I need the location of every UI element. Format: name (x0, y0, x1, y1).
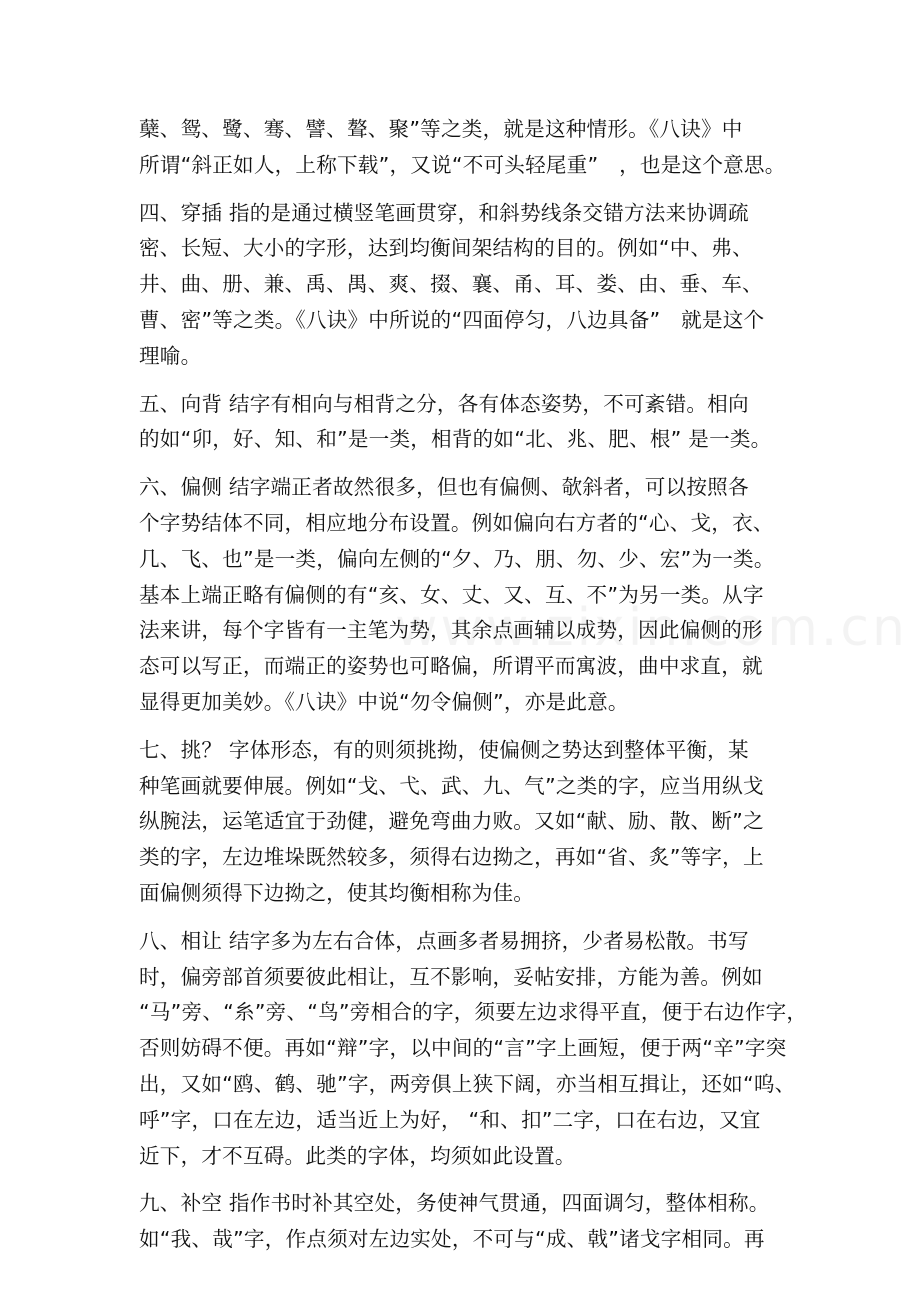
text-line: 纵腕法，运笔适宜于劲健，避免弯曲力败。又如“献、励、散、断”之 (139, 809, 764, 834)
text-line: 九、补空 指作书时补其空处，务使神气贯通，四面调匀，整体相称。 (139, 1191, 770, 1216)
text-line: 面偏侧须得下边拗之，使其均衡相称为佳。 (139, 880, 535, 905)
text-line: 如“我、哉”字，作点须对左边实处，不可与“成、戟”诸戈字相同。再 (139, 1227, 765, 1252)
paragraph (139, 196, 791, 375)
text-line: 八、相让 结字多为左右合体，点画多者易拥挤，少者易松散。书写 (139, 928, 749, 953)
paragraph (139, 470, 791, 721)
text-line: 出，又如“鸥、鹤、驰”字，两旁俱上狭下阔，亦当相互揖让，还如“呜、 (139, 1071, 796, 1096)
text-line: 几、飞、也”是一类，偏向左侧的“夕、乃、朋、勿、少、宏”为一类。 (139, 546, 775, 571)
paragraph (139, 1186, 791, 1258)
text-line: 五、向背 结字有相向与相背之分，各有体态姿势，不可紊错。相向 (139, 391, 749, 416)
text-line: 所谓“斜正如人，上称下载”，又说“不可头轻尾重” ，也是这个意思。 (139, 152, 786, 177)
text-line: 种笔画就要伸展。例如“戈、弋、武、九、气”之类的字，应当用纵戈 (139, 773, 764, 798)
text-line: 四、穿插 指的是通过横竖笔画贯穿，和斜势线条交错方法来协调疏 (139, 200, 749, 225)
text-line: 密、长短、大小的字形，达到均衡间架结构的目的。例如“中、弗、 (139, 236, 753, 261)
text-line: 个字势结体不同，相应地分布设置。例如偏向右方者的“心、戈，衣、 (139, 510, 774, 535)
text-line: 类的字，左边堆垛既然较多，须得右边拗之，再如“省、炙”等字，上 (139, 845, 764, 870)
text-line: 否则妨碍不便。再如“辩”字，以中间的“言”字上画短，便于两“辛”字突 (139, 1036, 787, 1061)
text-line: 显得更加美妙。《八诀》中说“勿令偏侧”，亦是此意。 (139, 689, 629, 714)
text-line: 法来讲，每个字皆有一主笔为势，其余点画辅以成势，因此偏侧的形 (139, 618, 763, 643)
paragraph (139, 924, 808, 1175)
text-line: 近下，才不互碍。此类的字体，均须如此设置。 (139, 1143, 576, 1168)
text-line: 井、曲、册、兼、禹、禺、爽、掇、襄、甬、耳、娄、由、垂、车、 (139, 272, 763, 297)
text-line: 时，偏旁部首须要彼此相让，互不影响，妥帖安排，方能为善。例如 (139, 964, 763, 989)
text-line: 七、挑？ 字体形态，有的则须挑拗，使偏侧之势达到整体平衡，某 (139, 737, 749, 762)
paragraph (139, 733, 791, 912)
text-line: 六、偏侧 结字端正者故然很多，但也有偏侧、欹斜者，可以按照各 (139, 475, 749, 500)
text-line: 基本上端正略有偏侧的有“亥、女、丈、又、互、不”为另一类。从字 (139, 582, 764, 607)
text-line: 蘖、鸳、鹭、骞、譬、聱、聚”等之类，就是这种情形。《八诀》中 (139, 117, 743, 141)
paragraph (139, 387, 791, 459)
text-line: 的如“卯，好、知、和”是一类，相背的如“北、兆、肥、根” 是一类。 (139, 427, 772, 452)
document-body (139, 112, 808, 1270)
text-line: 曹、密”等之类。《八诀》中所说的“四面停匀，八边具备” 就是这个 (139, 307, 765, 332)
text-line: 态可以写正，而端正的姿势也可略偏，所谓平而寓波，曲中求直，就 (139, 654, 763, 679)
text-line: 理喻。 (139, 343, 202, 368)
text-line: 呼”字，口在左边，适当近上为好， “和、扣”二字，口在右边，又宜 (139, 1107, 761, 1132)
paragraph (139, 112, 791, 184)
text-line: “马”旁、“糸”旁、“鸟”旁相合的字，须要左边求得平直，便于右边作字， (139, 1000, 808, 1025)
